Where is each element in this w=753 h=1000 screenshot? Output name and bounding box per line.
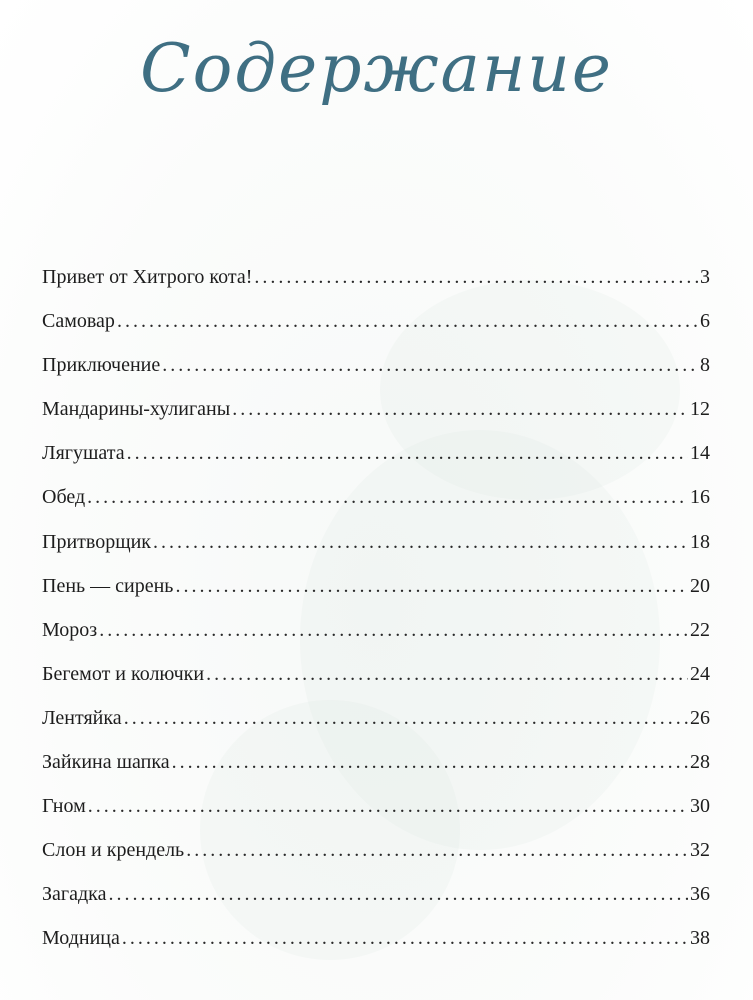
toc-entry-page-number: 8 (700, 354, 710, 377)
toc-entry[interactable] (42, 795, 710, 839)
toc-entry-page-number: 3 (700, 266, 710, 288)
toc-entry-title: Приключение (42, 354, 161, 377)
toc-entry-title: Загадка (42, 883, 107, 906)
dot-leader (87, 486, 688, 509)
dot-leader (153, 531, 688, 554)
toc-entry-title: Лентяйка (42, 706, 122, 729)
toc-entry-title: Притворщик (42, 530, 152, 553)
toc-entry-title: Пень — сирень (42, 574, 174, 597)
toc-entry-page-number: 24 (690, 662, 710, 685)
dot-leader (88, 795, 688, 818)
toc-entry-title: Лягушата (42, 442, 125, 465)
toc-entry[interactable] (42, 707, 710, 751)
toc-entry[interactable] (42, 575, 710, 619)
dot-leader (186, 839, 688, 862)
toc-entry-page-number: 38 (690, 927, 710, 950)
toc-entry-page-number: 12 (690, 398, 710, 421)
toc-entry-page-number: 14 (690, 442, 710, 465)
toc-entry[interactable] (42, 442, 710, 486)
toc-entry[interactable] (42, 266, 710, 310)
toc-entry[interactable] (42, 927, 710, 971)
dot-leader (122, 927, 688, 950)
toc-entry-page-number: 16 (690, 486, 710, 509)
dot-leader (172, 751, 688, 774)
dot-leader (162, 354, 698, 377)
toc-entry-page-number: 36 (690, 883, 710, 906)
toc-entry-title: Обед (42, 486, 86, 509)
dot-leader (99, 619, 688, 642)
table-of-contents (42, 266, 710, 972)
toc-entry-title: Модница (42, 927, 120, 950)
dot-leader (254, 266, 698, 289)
toc-entry-title: Гном (42, 795, 86, 818)
toc-entry-page-number: 30 (690, 795, 710, 818)
toc-entry[interactable] (42, 619, 710, 663)
toc-entry-page-number: 26 (690, 706, 710, 729)
toc-entry[interactable] (42, 883, 710, 927)
toc-entry-page-number: 20 (690, 574, 710, 597)
toc-entry-title: Зайкина шапка (42, 751, 170, 774)
toc-entry-page-number: 22 (690, 618, 710, 641)
toc-entry[interactable] (42, 751, 710, 795)
toc-entry-title: Привет от Хитрого кота! (42, 266, 253, 288)
dot-leader (206, 663, 688, 686)
toc-entry-page-number: 28 (690, 751, 710, 774)
dot-leader (127, 442, 688, 465)
dot-leader (117, 310, 698, 333)
toc-entry-title: Слон и крендель (42, 839, 185, 862)
dot-leader (124, 707, 688, 730)
toc-entry[interactable] (42, 486, 710, 530)
dot-leader (232, 398, 688, 421)
toc-entry[interactable] (42, 354, 710, 398)
toc-entry[interactable] (42, 531, 710, 575)
toc-entry-page-number: 6 (700, 310, 710, 333)
dot-leader (175, 575, 688, 598)
toc-entry[interactable] (42, 839, 710, 883)
toc-entry[interactable] (42, 310, 710, 354)
toc-entry-title: Мандарины-хулиганы (42, 398, 231, 421)
dot-leader (108, 883, 688, 906)
toc-entry[interactable] (42, 663, 710, 707)
toc-entry-page-number: 18 (690, 530, 710, 553)
toc-entry[interactable] (42, 398, 710, 442)
page-title: Содержание (140, 30, 613, 107)
toc-entry-title: Бегемот и колючки (42, 662, 205, 685)
toc-entry-page-number: 32 (690, 839, 710, 862)
toc-entry-title: Мороз (42, 618, 98, 641)
toc-entry-title: Самовар (42, 310, 115, 333)
